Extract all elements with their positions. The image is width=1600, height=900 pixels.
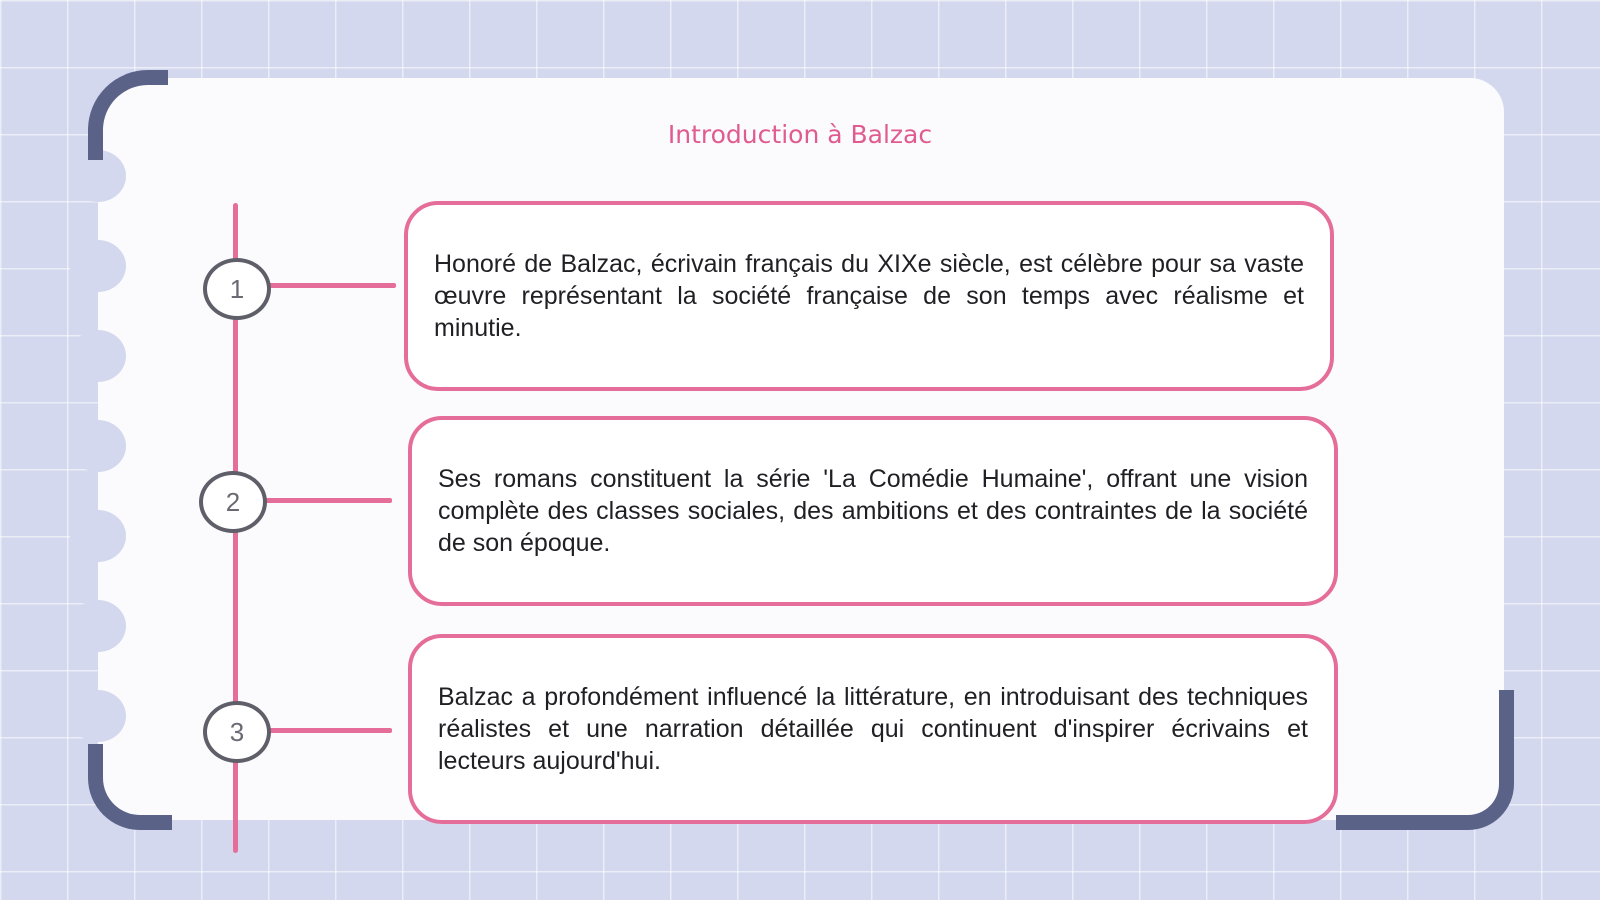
step-number-circle: 3 (203, 701, 271, 763)
text-box (408, 416, 1338, 606)
card-notch (70, 420, 126, 472)
step-number-circle: 1 (203, 258, 271, 320)
text-box-content: Honoré de Balzac, écrivain français du XIXe siècle, est célèbre pour sa vaste œuvre représentant la société française de son temps avec réalisme et minutie. (434, 250, 1304, 342)
text-box-content: Ses romans constituent la série 'La Comédie Humaine', offrant une vision complète des classes sociales, des ambitions et des contraintes de la société de son époque. (438, 465, 1308, 557)
text-box (408, 634, 1338, 824)
timeline-connector (262, 498, 392, 503)
card-notch (70, 240, 126, 292)
card-notch (70, 690, 126, 742)
corner-bracket-bottom-left (88, 744, 172, 830)
text-box (404, 201, 1334, 391)
step-number-circle: 2 (199, 471, 267, 533)
card-notch (70, 600, 126, 652)
card-notch (70, 330, 126, 382)
timeline-connector (266, 728, 392, 733)
card-notch (70, 510, 126, 562)
text-box-content: Balzac a profondément influencé la littérature, en introduisant des techniques réalistes et une narration détaillée qui continuent d'inspirer écrivains et lecteurs aujourd'hui. (438, 683, 1308, 775)
timeline-connector (264, 283, 396, 288)
corner-bracket-bottom-right (1336, 690, 1514, 830)
slide-title: Introduction à Balzac (667, 120, 933, 149)
